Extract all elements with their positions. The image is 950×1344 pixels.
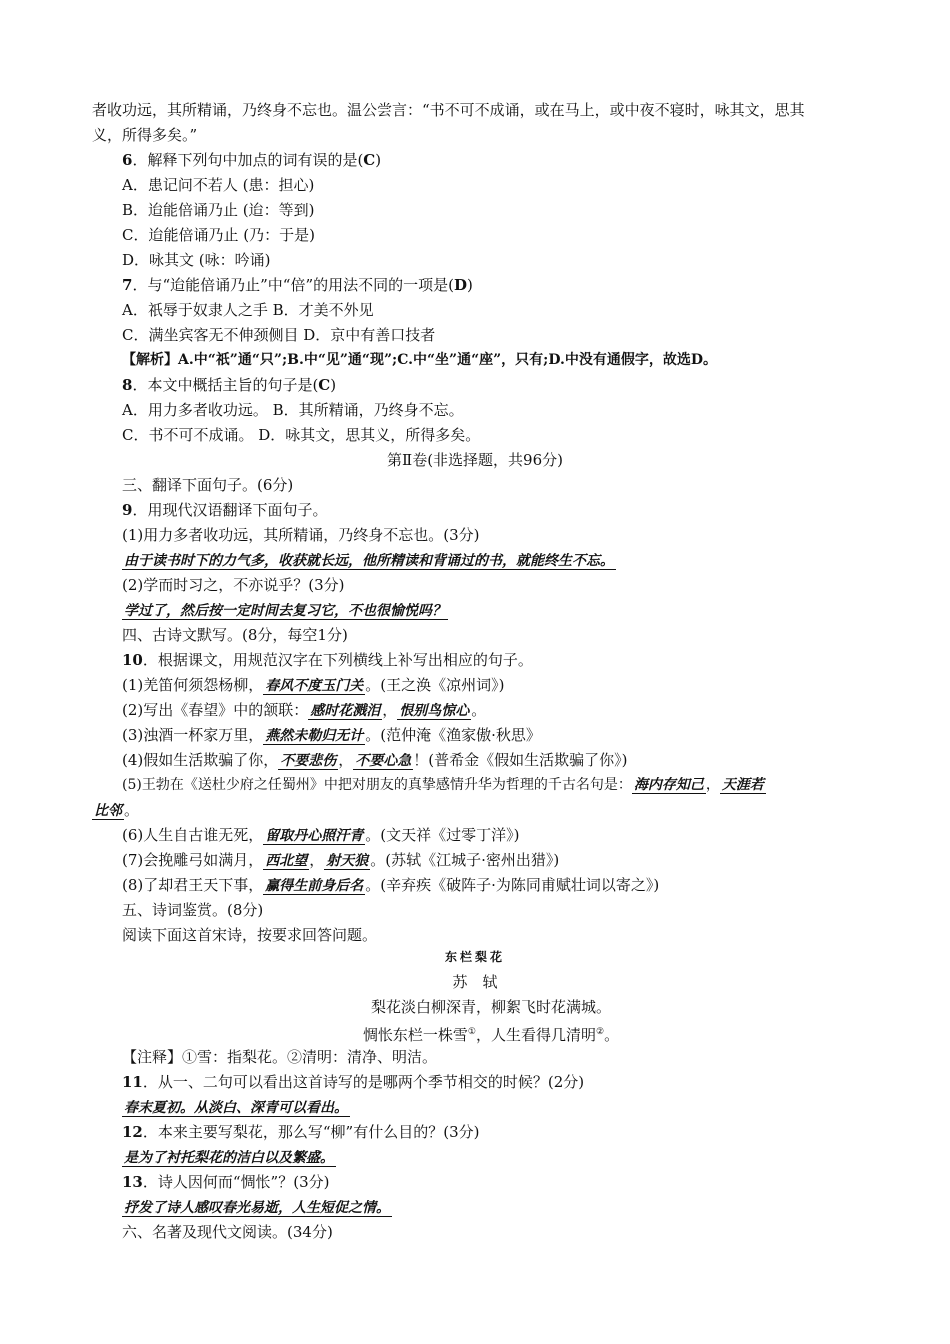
q7-options-row-1: A．祇辱于奴隶人之手 B．才美不外见 — [122, 301, 374, 319]
q10-item-5-cont: 比邻 。 — [94, 801, 140, 819]
q9-1-prompt: (1)用力多者收功远，其所精诵，乃终身不忘也。(3分) — [122, 526, 480, 544]
q8-stem: 8．本文中概括主旨的句子是(C) — [122, 376, 337, 394]
q11-number: 11 — [122, 1073, 143, 1091]
footnote-mark-2: ② — [596, 1027, 605, 1037]
sec5-title: 五、诗词鉴赏。(8分) — [122, 901, 264, 919]
q13-stem: 13．诗人因何而“惆怅”？(3分) — [122, 1173, 330, 1191]
sec5-intro: 阅读下面这首宋诗，按要求回答问题。 — [122, 926, 378, 944]
q12-answer: 是为了衬托梨花的洁白以及繁盛。 — [124, 1150, 334, 1166]
q13-answer: 抒发了诗人感叹春光易逝，人生短促之情。 — [124, 1200, 390, 1216]
q8-options-row-1: A．用力多者收功远。 B．其所精诵，乃终身不忘。 — [122, 401, 464, 419]
q12-stem: 12．本来主要写梨花，那么写“柳”有什么目的？(3分) — [122, 1123, 480, 1141]
q9-2-answer: 学过了，然后按一定时间去复习它，不也很愉悦吗？ — [124, 603, 446, 619]
q6-option-c: C．迨能倍诵乃止 (乃：于是) — [122, 226, 315, 244]
q11-answer: 春末夏初。从淡白、深青可以看出。 — [124, 1100, 348, 1116]
q12-number: 12 — [122, 1123, 143, 1141]
q6-option-a: A．患记问不若人 (患：担心) — [122, 176, 315, 194]
q9-2-prompt: (2)学而时习之，不亦说乎？(3分) — [122, 576, 345, 594]
q7-options-row-2: C．满坐宾客无不伸颈侧目 D．京中有善口技者 — [122, 326, 436, 344]
q7-stem: 7．与“迨能倍诵乃止”中“倍”的用法不同的一项是(D) — [122, 276, 473, 294]
q6-option-b: B．迨能倍诵乃止 (迨：等到) — [122, 201, 315, 219]
q10-item-6: (6)人生自古谁无死， 留取丹心照汗青 。(文天祥《过零丁洋》) — [122, 826, 520, 844]
poem-line-1: 梨花淡白柳深青，柳絮飞时花满城。 — [370, 998, 611, 1016]
q10-stem: 10．根据课文，用规范汉字在下列横线上补写出相应的句子。 — [122, 651, 533, 669]
q10-item-3: (3)浊酒一杯家万里， 燕然未勒归无计 。(范仲淹《渔家傲·秋思》 — [122, 726, 541, 744]
q10-item-5: (5)王勃在《送杜少府之任蜀州》中把对朋友的真挚感情升华为哲理的千古名句是： 海内存知己 ， 天涯若 — [122, 777, 764, 793]
q10-item-2: (2)写出《春望》中的颔联： 感时花溅泪 ， 恨别鸟惊心 。 — [122, 701, 487, 719]
q6-option-d: D．咏其文 (咏：吟诵) — [122, 251, 271, 269]
q10-number: 10 — [122, 651, 143, 669]
poem-notes: 【注释】①雪：指梨花。②清明：清净、明洁。 — [122, 1048, 438, 1066]
q7-answer: D — [453, 276, 467, 294]
q9-number: 9 — [122, 501, 133, 519]
q10-item-4: (4)假如生活欺骗了你， 不要悲伤 ， 不要心急 ！(普希金《假如生活欺骗了你》) — [122, 751, 628, 769]
q9-stem: 9．用现代汉语翻译下面句子。 — [122, 501, 328, 519]
q10-item-8: (8)了却君王天下事， 赢得生前身后名 。(辛弃疾《破阵子·为陈同甫赋壮词以寄之》) — [122, 876, 660, 894]
poem-title: 东栏梨花 — [444, 950, 505, 964]
sec6-title: 六、名著及现代文阅读。(34分) — [122, 1223, 333, 1241]
q8-answer: C — [318, 376, 331, 394]
part-2-heading: 第Ⅱ卷(非选择题，共96分) — [387, 451, 563, 469]
q7-number: 7 — [122, 276, 133, 294]
sec3-title: 三、翻译下面句子。(6分) — [122, 476, 294, 494]
q10-item-1: (1)羌笛何须怨杨柳， 春风不度玉门关 。(王之涣《凉州词》) — [122, 676, 505, 694]
q6-stem: 6．解释下列句中加点的词有误的是(C) — [122, 151, 382, 169]
q10-item-7: (7)会挽雕弓如满月， 西北望 ， 射天狼 。(苏轼《江城子·密州出猎》) — [122, 851, 560, 869]
intro-line-1: 者收功远，其所精诵，乃终身不忘也。温公尝言：“书不可不成诵，或在马上，或中夜不寝时，咏其文，思其 — [92, 101, 805, 119]
q7-analysis: 【解析】A.中“祇”通“只”;B.中“见”通“现”;C.中“坐”通“座”，只有;D.中没有通假字，故选D。 — [122, 352, 718, 368]
q8-options-row-2: C．书不可不成诵。 D．咏其文，思其义，所得多矣。 — [122, 426, 481, 444]
q6-answer: C — [363, 151, 376, 169]
q11-stem: 11．从一、二句可以看出这首诗写的是哪两个季节相交的时候？(2分) — [122, 1073, 585, 1091]
q9-1-answer: 由于读书时下的力气多，收获就长远，他所精读和背诵过的书，就能终生不忘。 — [124, 553, 614, 569]
q6-number: 6 — [122, 151, 133, 169]
sec4-title: 四、古诗文默写。(8分，每空1分) — [122, 626, 348, 644]
q8-number: 8 — [122, 376, 133, 394]
q13-number: 13 — [122, 1173, 143, 1191]
poem-author: 苏 轼 — [452, 973, 498, 991]
poem-line-2: 惆怅东栏一株雪①，人生看得几清明②。 — [362, 1026, 620, 1044]
footnote-mark-1: ① — [467, 1027, 476, 1037]
intro-line-2: 义，所得多矣。” — [92, 126, 198, 144]
